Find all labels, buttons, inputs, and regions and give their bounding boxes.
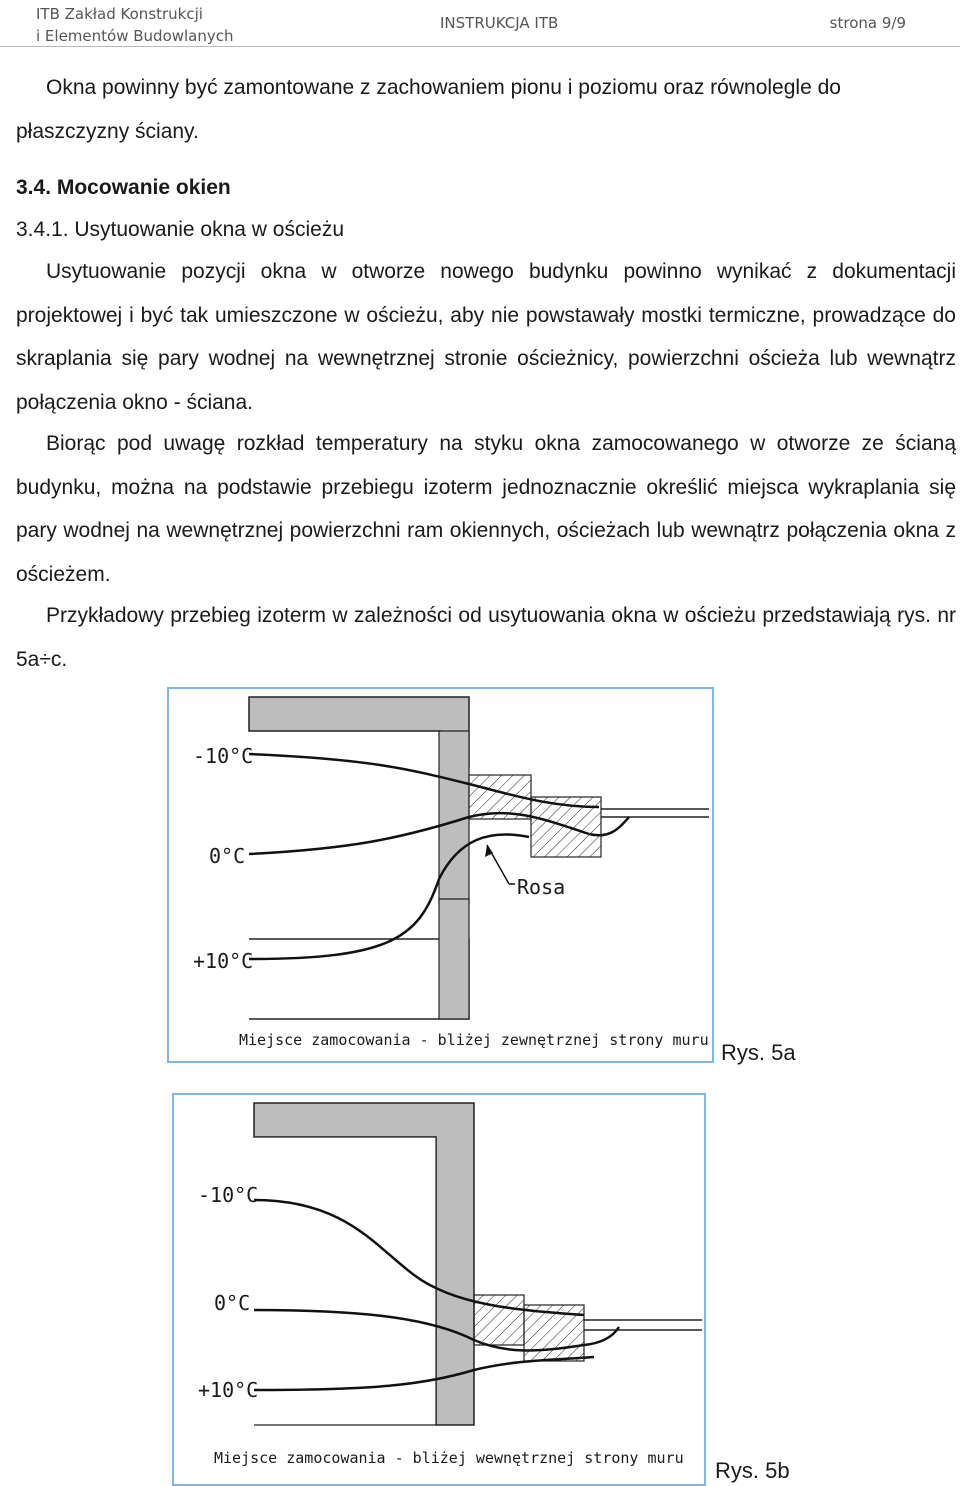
paragraph-4: Przykładowy przebieg izoterm w zależności od usytuowania okna w ościeżu przedstawiają rys. nr 5a÷c. — [16, 604, 956, 671]
header-org-line1: ITB Zakład Konstrukcji — [36, 5, 203, 23]
glazing — [584, 1320, 702, 1330]
subsection-heading: 3.4.1. Usytuowanie okna w ościeżu — [16, 218, 345, 241]
label-rosa: Rosa — [517, 875, 566, 899]
paragraph-1: Okna powinny być zamontowane z zachowaniem pionu i poziomu oraz równolegle do płaszczyzny ściany. — [16, 76, 841, 143]
label-plus10: +10°C — [198, 1378, 259, 1402]
figure-5b-drawing — [174, 1095, 704, 1484]
section-heading: 3.4. Mocowanie okien — [16, 176, 231, 199]
figure-5b — [172, 1093, 706, 1486]
paragraph-3: Biorąc pod uwagę rozkład temperatury na styku okna zamocowanego w otworze ze ścianą budynku, można na podstawie przebiegu izoterm jednoznacznie określić miejsca wykraplania się pary wodnej na wewnętrznej powierzchni ram okiennych, ościeżach lub wewnątrz połączenia okna z ościeżem. — [16, 432, 956, 586]
header-org-line2: i Elementów Budowlanych — [36, 27, 234, 45]
figure-5a-label: Rys. 5a — [721, 1040, 796, 1065]
rosa-arrowhead — [485, 845, 493, 857]
wall-fill-lower — [439, 899, 469, 1019]
label-plus10: +10°C — [193, 949, 254, 973]
label-minus10: -10°C — [193, 744, 254, 768]
header-organization — [36, 3, 256, 47]
header-divider — [0, 46, 960, 47]
header-title: INSTRUKCJA ITB — [440, 14, 559, 32]
figure-5b-caption: Miejsce zamocowania - bliżej wewnętrznej strony muru — [214, 1449, 684, 1467]
paragraph-2: Usytuowanie pozycji okna w otworze nowego budynku powinno wynikać z dokumentacji projektowej i być tak umieszczone w ościeżu, aby nie powstawały mostki termiczne, prowadzące do skraplania się pary wodnej na wewnętrznej stronie ościeżnicy, powierzchni ościeża lub wewnątrz połączenia okno - ściana. — [16, 260, 956, 414]
figure-5a — [167, 687, 714, 1063]
figure-5b-label: Rys. 5b — [715, 1458, 790, 1483]
glazing — [601, 809, 709, 817]
label-0: 0°C — [209, 844, 246, 868]
label-minus10: -10°C — [198, 1183, 259, 1207]
label-0: 0°C — [214, 1291, 251, 1315]
wall-inner — [254, 1137, 436, 1425]
header-page-number: strona 9/9 — [829, 14, 906, 32]
figure-5a-caption: Miejsce zamocowania - bliżej zewnętrznej strony muru — [239, 1031, 709, 1049]
